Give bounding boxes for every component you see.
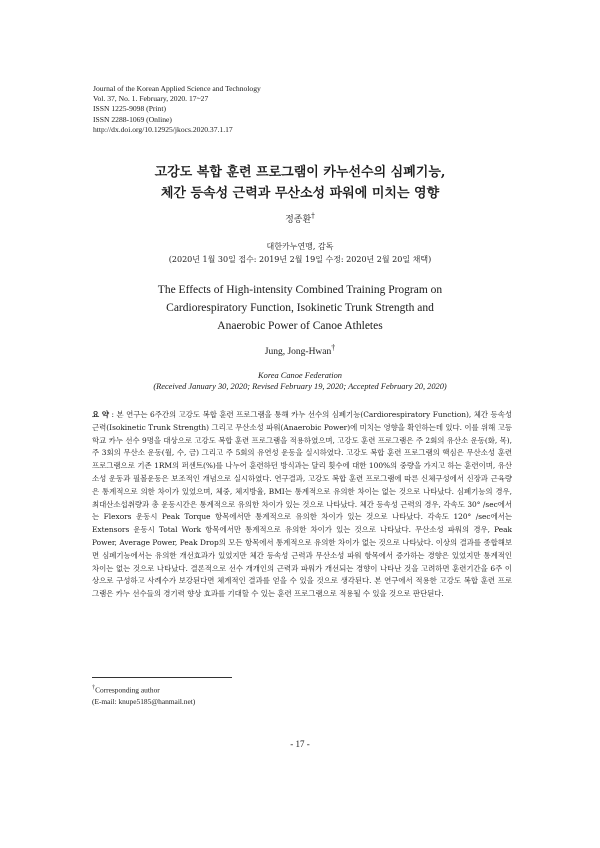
korean-title-line: 체간 등속성 근력과 무산소성 파워에 미치는 영향 [160,186,440,201]
author-dagger: † [311,211,315,220]
korean-title [0,162,600,204]
english-affiliation [0,370,600,392]
korean-dates: (2020년 1월 30일 접수: 2019년 2월 19일 수정: 2020년 2월 20일 채택) [168,255,432,264]
journal-name: Journal of the Korean Applied Science and Technology [93,84,261,93]
korean-author [0,211,600,225]
issn-print: ISSN 1225-9098 (Print) [93,104,166,114]
footnote-label: Corresponding author [95,685,160,695]
page-number: - 17 - [290,739,310,749]
english-dates: (Received January 30, 2020; Revised February 19, 2020; Accepted February 20, 2020) [153,382,447,391]
korean-author-name: 정종환 [285,215,312,225]
journal-meta [93,84,261,135]
doi-link[interactable]: http://dx.doi.org/10.12925/jkocs.2020.37.1.17 [93,124,233,134]
abstract [92,409,512,601]
english-author-name: Jung, Jong-Hwan [264,347,332,358]
issn-online: ISSN 2288-1069 (Online) [93,114,172,124]
korean-title-line: 고강도 복합 훈련 프로그램이 카누선수의 심폐기능, [154,165,446,180]
footnote [92,683,195,707]
english-title-line: Anaerobic Power of Canoe Athletes [217,320,383,332]
korean-affiliation-name: 대한카누연맹, 감독 [266,242,334,251]
english-title-line: Cardiorespiratory Function, Isokinetic Trunk Strength and [166,302,434,314]
english-author [0,343,600,357]
abstract-label: 요 약 [92,410,109,419]
author-dagger: † [331,343,336,352]
english-affiliation-name: Korea Canoe Federation [258,371,342,380]
footnote-dagger: † [92,685,96,691]
footnote-divider [92,677,232,678]
korean-affiliation [0,240,600,266]
abstract-text: : 본 연구는 6주간의 고강도 복합 훈련 프로그램을 통해 카누 선수의 심폐기능(Cardiorespiratory Function), 체간 등속성 근력(Isokinetic Trunk Strength) 그리고 무산소성 파워(Anaerobic Power)에 미치는 영향을 확인하는데 있다. 이를 위해 고등학교 카누 선수 9명을 대상으로 고강도 복합 훈련 프로그램을 적용하였으며, 고강도 훈련 프로그램은 주 2회의 유산소 운동(화, 목), 주 3회의 무산소 운동(월, 수, 금) 그리고 주 5회의 유연성 운동을 실시하였다. 고강도 복합 훈련 프로그램의 핵심은 무산소성 훈련 프로그램으로 기존 1RM의 퍼센트(%)를 나누어 훈련하던 방식과는 달리 횟수에 대한 100%의 중량을 가지고 하는 훈련이며, 유산소성 운동과 필볼운동은 보조적인 개념으로 실시하였다. 연구결과, 고강도 복합 훈련 프로그램에 따른 신체구성에서 신장과 근육량은 통계적으로 의한 차이가 있었으며, 체중, 체지방율, BMI는 통계적으로 유의한 차이는 없는 것으로 나타났다. 심폐기능의 경우, 최대산소섭취량과 총 운동시간은 통계적으로 유의한 차이가 있는 것으로 나타났다. 체간 등속성 근력의 경우, 각속도 30° /sec에서는 Flexors 운동시 Peak Torque 항목에서만 통계적으로 유의한 차이가 있는 것으로 나타났다. 각속도 120° /sec에서는 Extensors 운동시 Total Work 항목에서만 통계적으로 유의한 차이가 있는 것으로 나타났다. 무산소성 파워의 경우, Peak Power, Average Power, Peak Drop의 모든 항목에서 통계적으로 유의한 차이가 없는 것으로 나타났다. 이상의 결과를 종합해보면 심폐기능에서는 유의한 개선효과가 있었지만 체간 등속성 근력과 무산소성 파워 항목에서 증가하는 경향은 있었지만 통계적인 차이는 없는 것으로 나타났다. 결론적으로 선수 개개인의 근력과 파워가 개선되는 경향이 나타난 것을 고려하면 훈련기간을 6주 이상으로 구성하고 사례수가 보강된다면 체계적인 결과를 얻을 수 있을 것으로 생각된다. 본 연구에서 적용한 고강도 복합 훈련 프로그램은 카누 선수들의 경기력 향상 효과를 기대할 수 있는 훈련 프로그램으로 적용될 수 있을 것으로 판단된다. [92,410,512,599]
english-title [0,281,600,335]
footnote-email: (E-mail: knupe5185@hanmail.net) [92,696,196,706]
english-title-line: The Effects of High-intensity Combined Training Program on [157,284,443,296]
journal-volume: Vol. 37, No. 1. February, 2020. 17~27 [93,94,209,104]
